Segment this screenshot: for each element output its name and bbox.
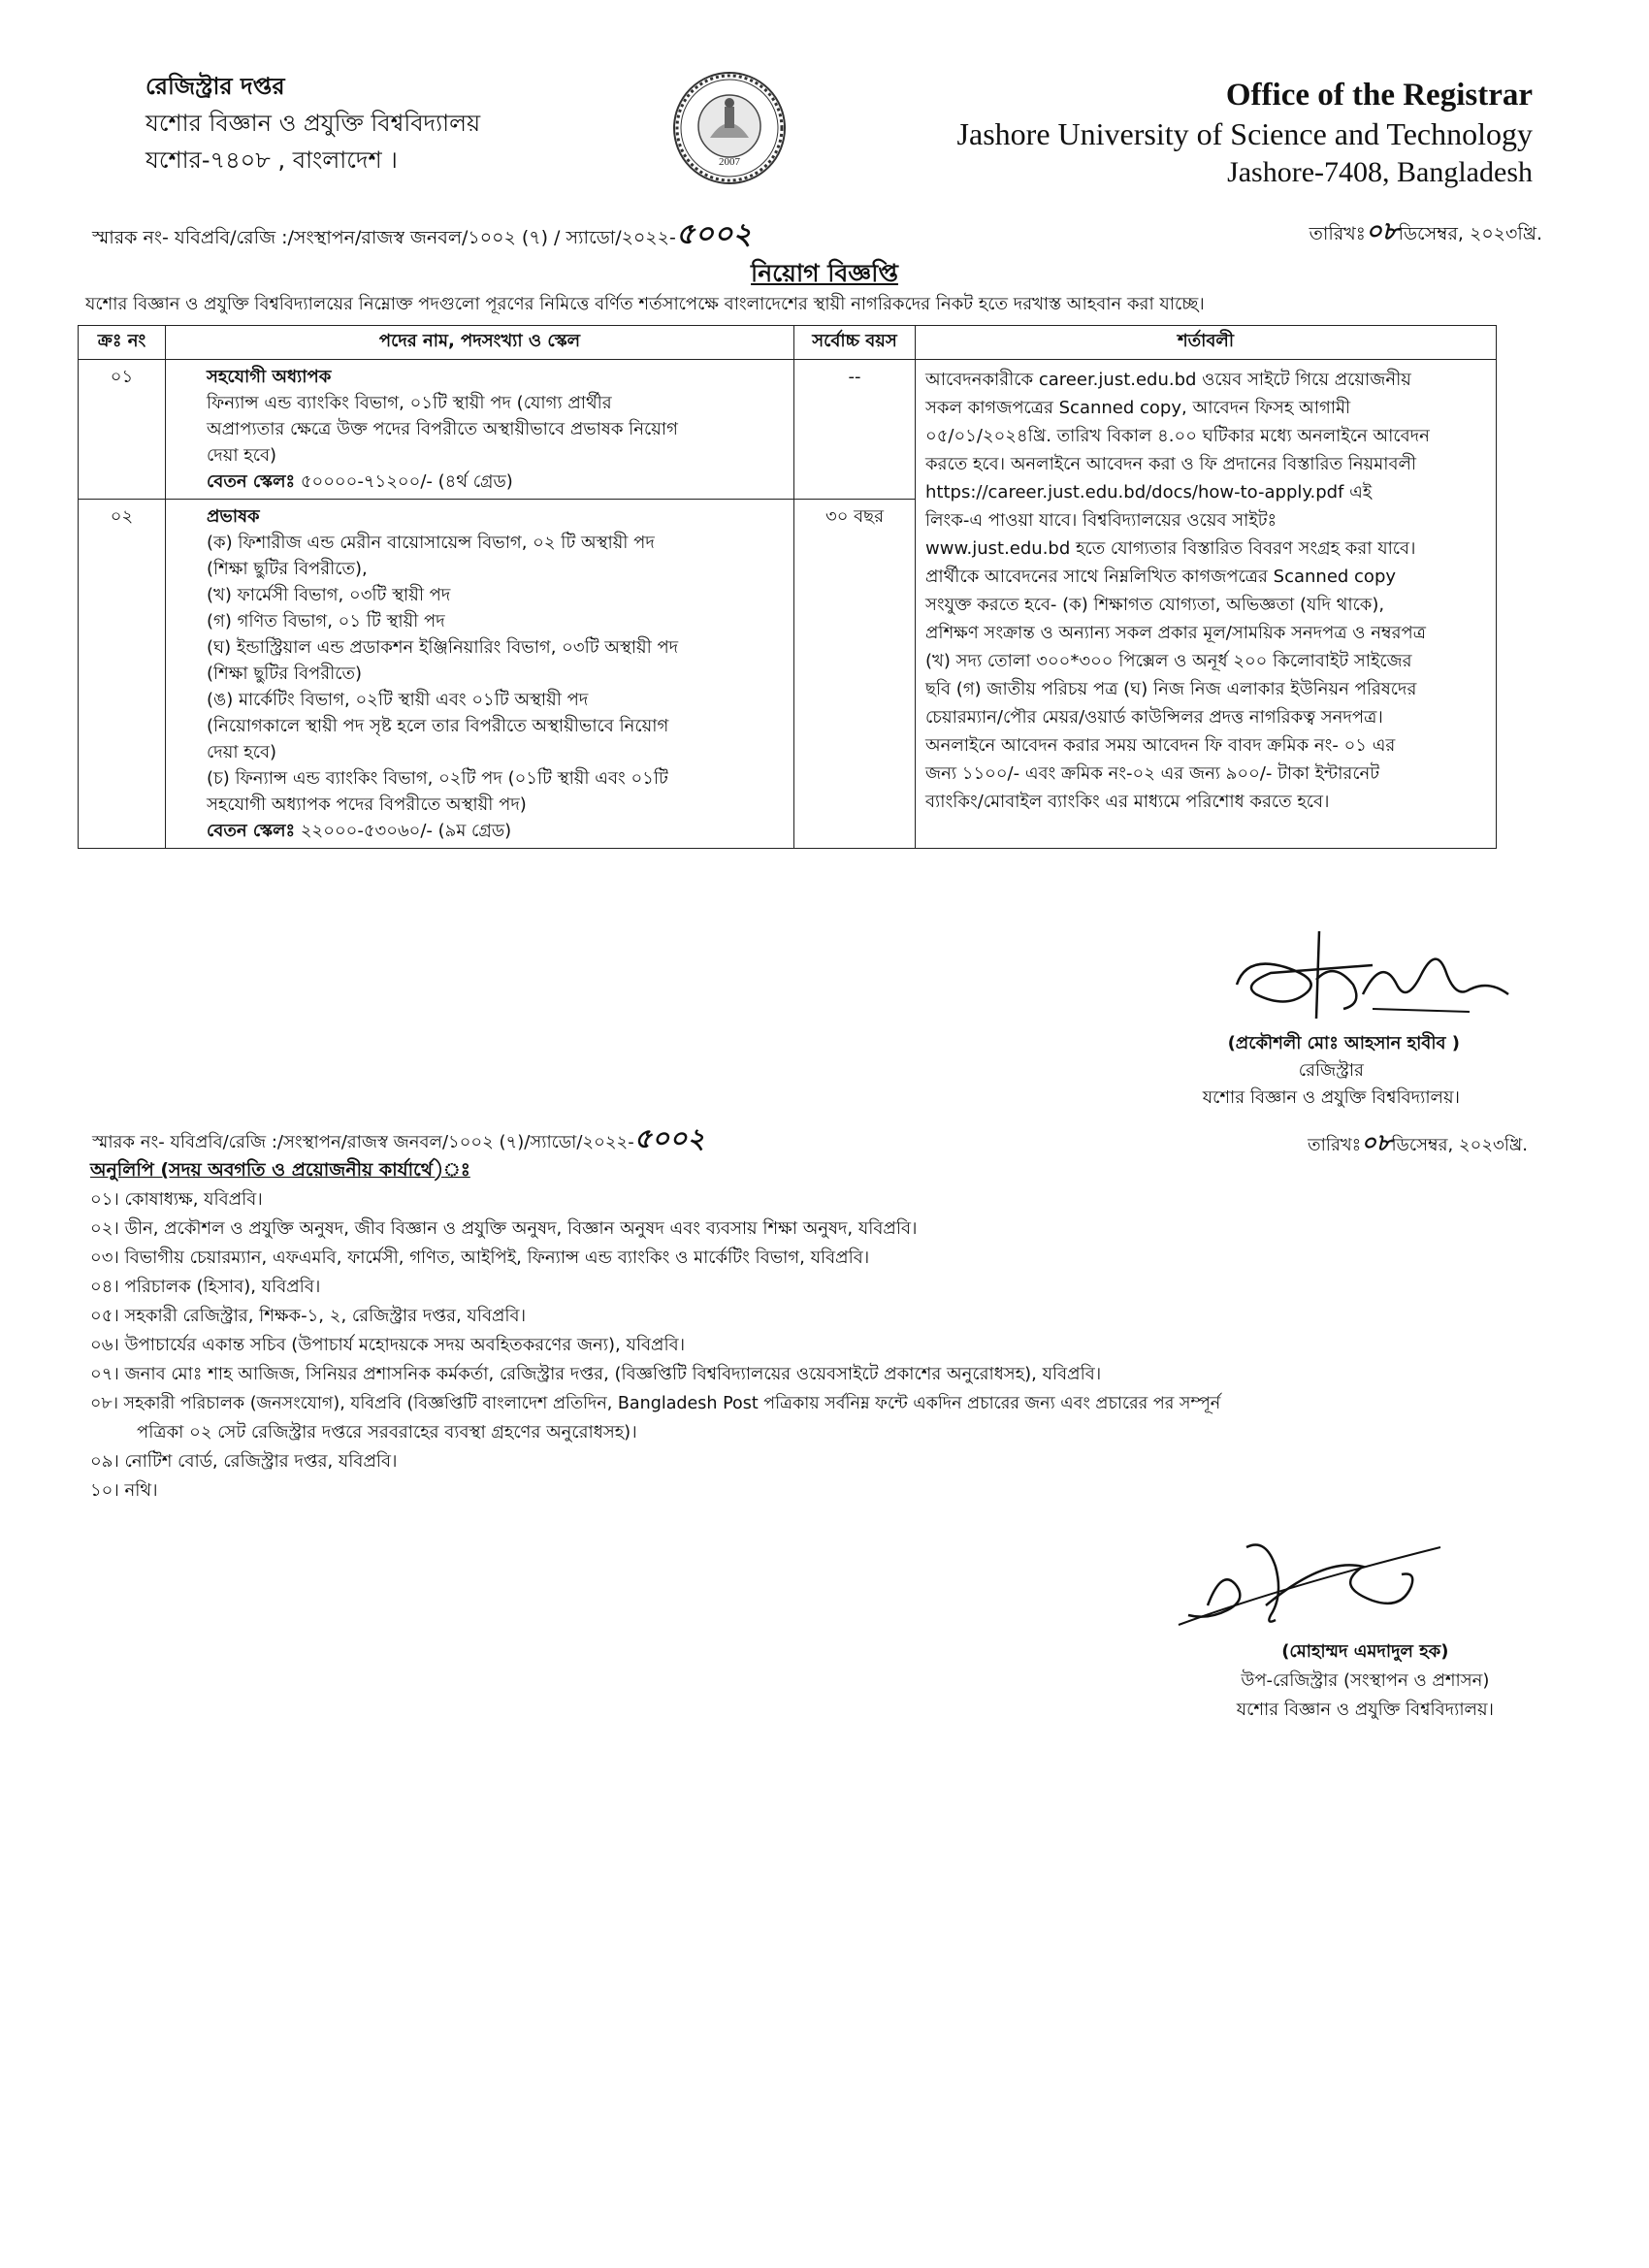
condition-line: (খ) সদ্য তোলা ৩০০*৩০০ পিক্সেল ও অনূর্ধ ২০০ কিলোবাইট সাইজের — [925, 651, 1412, 671]
condition-line: অনলাইনে আবেদন করার সময় আবেদন ফি বাবদ ক্রমিক নং- ০১ এর — [925, 735, 1396, 756]
row2-line: (ঙ) মার্কেটিং বিভাগ, ০২টি স্থায়ী এবং ০১টি অস্থায়ী পদ — [207, 690, 589, 710]
row2-line: (চ) ফিন্যান্স এন্ড ব্যাংকিং বিভাগ, ০২টি পদ (০১টি স্থায়ী এবং ০১টি — [207, 768, 668, 789]
memo-number: স্মারক নং- যবিপ্রবি/রেজি :/সংস্থাপন/রাজস্ব জনবল/১০০২ (৭) / স্যাডো/২০২২-৫০০২ — [92, 217, 752, 251]
table-row — [79, 360, 1497, 500]
list-item: ০৬। উপাচার্যের একান্ত সচিব (উপাচার্য মহোদয়কে সদয় অবহিতকরণের জন্য), যবিপ্রবি। — [90, 1335, 686, 1355]
signature2-name: (মোহাম্মদ এমদাদুল হক) — [1281, 1641, 1449, 1662]
row1-line: দেয়া হবে) — [207, 445, 277, 466]
signature1-org: যশোর বিজ্ঞান ও প্রযুক্তি বিশ্ববিদ্যালয়। — [1202, 1087, 1460, 1108]
col-header-serial: ক্রঃ নং — [79, 326, 166, 360]
logo-year: 2007 — [719, 156, 740, 168]
condition-line: সকল কাগজপত্রের Scanned copy, আবেদন ফিসহ আগামী — [925, 398, 1351, 418]
memo-date: তারিখঃ০৮ডিসেম্বর, ২০২৩খ্রি. — [1309, 217, 1542, 246]
condition-line: প্রশিক্ষণ সংক্রান্ত ও অন্যান্য সকল প্রকার মূল/সাময়িক সনদপত্র ও নম্বরপত্র — [925, 623, 1426, 643]
memo-date-handwritten: ০৮ — [1365, 217, 1399, 246]
condition-line: আবেদনকারীকে career.just.edu.bd ওয়েব সাইটে গিয়ে প্রয়োজনীয় — [925, 370, 1411, 390]
row2-line: (খ) ফার্মেসী বিভাগ, ০৩টি স্থায়ী পদ — [207, 585, 451, 605]
cc-list — [90, 1185, 1220, 1506]
table-header-row — [79, 326, 1497, 360]
notice-title: নিয়োগ বিজ্ঞপ্তি — [751, 259, 898, 287]
row1-line: অপ্রাপ্যতার ক্ষেত্রে উক্ত পদের বিপরীতে অস্থায়ীভাবে প্রভাষক নিয়োগ — [207, 419, 678, 439]
list-item: ০৮। সহকারী পরিচালক (জনসংযোগ), যবিপ্রবি (বিজ্ঞপ্তিটি বাংলাদেশ প্রতিদিন, Bangladesh Post পত্রিকায় সর্বনিম্ন ফন্টে একদিন প্রচারের জন্য এবং প্রচারের পর সম্পূর্ন — [90, 1394, 1221, 1413]
condition-line: ০৫/০১/২০২৪খ্রি. তারিখ বিকাল ৪.০০ ঘটিকার মধ্যে অনলাইনে আবেদন — [925, 426, 1430, 446]
conditions-cell — [916, 360, 1497, 849]
row2-line: (শিক্ষা ছুটির বিপরীতে) — [207, 664, 363, 684]
row2-serial: ০২ — [79, 500, 166, 849]
list-item: ০৯। নোটিশ বোর্ড, রেজিস্ট্রার দপ্তর, যবিপ্রবি। — [90, 1451, 398, 1472]
row1-post — [166, 360, 794, 500]
address-en: Jashore-7408, Bangladesh — [1227, 156, 1533, 188]
condition-line: www.just.edu.bd হতে যোগ্যতার বিস্তারিত বিবরণ সংগ্রহ করা যাবে। — [925, 538, 1416, 559]
row2-line: সহযোগী অধ্যাপক পদের বিপরীতে অস্থায়ী পদ) — [207, 794, 527, 815]
condition-line: প্রার্থীকে আবেদনের সাথে নিম্নলিখিত কাগজপত্রের Scanned copy — [925, 567, 1397, 587]
condition-line: ছবি (গ) জাতীয় পরিচয় পত্র (ঘ) নিজ নিজ এলাকার ইউনিয়ন পরিষদের — [925, 679, 1417, 699]
condition-line: জন্য ১১০০/- এবং ক্রমিক নং-০২ এর জন্য ৯০০/- টাকা ইন্টারনেট — [925, 763, 1380, 784]
col-header-age: সর্বোচ্চ বয়স — [794, 326, 916, 360]
row2-line: (ক) ফিশারীজ এন্ড মেরীন বায়োসায়েন্স বিভাগ, ০২ টি অস্থায়ী পদ — [207, 533, 655, 553]
condition-line: সংযুক্ত করতে হবে- (ক) শিক্ষাগত যোগ্যতা, অভিজ্ঞতা (যদি থাকে), — [925, 595, 1385, 615]
deputy-registrar-signature-icon — [1169, 1528, 1460, 1644]
header-right — [957, 76, 1533, 192]
memo2-number: স্মারক নং- যবিপ্রবি/রেজি :/সংস্থাপন/রাজস্ব জনবল/১০০২ (৭)/স্যাডো/২০২২-৫০০২ — [92, 1122, 705, 1154]
registrar-signature-icon — [1227, 926, 1518, 1033]
office-name-bn: রেজিস্ট্রার দপ্তর — [146, 73, 285, 100]
row2-line: (ঘ) ইন্ডাস্ট্রিয়াল এন্ড প্রডাকশন ইঞ্জিনিয়ারিং বিভাগ, ০৩টি অস্থায়ী পদ — [207, 637, 679, 658]
col-header-conditions: শর্তাবলী — [916, 326, 1497, 360]
university-logo — [671, 70, 788, 186]
vacancy-table — [78, 325, 1497, 849]
condition-line: https://career.just.edu.bd/docs/how-to-apply.pdf এই — [925, 482, 1373, 502]
memo2-date: তারিখঃ০৮ডিসেম্বর, ২০২৩খ্রি. — [1308, 1129, 1528, 1156]
header-left — [146, 68, 480, 178]
signature1-designation: রেজিস্ট্রার — [1298, 1060, 1364, 1081]
condition-line: করতে হবে। অনলাইনে আবেদন করা ও ফি প্রদানের বিস্তারিত নিয়মাবলী — [925, 454, 1417, 474]
cc-heading: অনুলিপি (সদয় অবগতি ও প্রয়োজনীয় কার্যার্থে)ঃ — [90, 1159, 470, 1181]
signature2-block — [1237, 1637, 1494, 1725]
row2-scale: বেতন স্কেলঃ ২২০০০-৫৩০৬০/- (৯ম গ্রেড) — [207, 821, 512, 841]
list-item: ১০। নথি। — [90, 1480, 158, 1501]
row2-post-title: প্রভাষক — [207, 506, 260, 527]
list-item: ০৭। জনাব মোঃ শাহ আজিজ, সিনিয়র প্রশাসনিক কর্মকর্তা, রেজিস্ট্রার দপ্তর, (বিজ্ঞপ্তিটি বিশ্ববিদ্যালয়ের ওয়েবসাইটে প্রকাশের অনুরোধসহ), যবিপ্রবি। — [90, 1364, 1102, 1384]
memo2-date-handwritten: ০৮ — [1361, 1129, 1392, 1156]
list-item: ০৪। পরিচালক (হিসাব), যবিপ্রবি। — [90, 1277, 321, 1297]
row1-post-title: সহযোগী অধ্যাপক — [207, 367, 332, 387]
col-header-post: পদের নাম, পদসংখ্যা ও স্কেল — [166, 326, 794, 360]
address-bn: যশোর-৭৪০৮ , বাংলাদেশ । — [146, 146, 398, 174]
row2-line: (নিয়োগকালে স্থায়ী পদ সৃষ্ট হলে তার বিপরীতে অস্থায়ীভাবে নিয়োগ — [207, 716, 669, 736]
condition-line: লিংক-এ পাওয়া যাবে। বিশ্ববিদ্যালয়ের ওয়েব সাইটঃ — [925, 510, 1277, 531]
row1-serial: ০১ — [79, 360, 166, 500]
signature1-name: (প্রকৌশলী মোঃ আহসান হাবীব ) — [1227, 1033, 1460, 1053]
signature2-designation: উপ-রেজিস্ট্রার (সংস্থাপন ও প্রশাসন) — [1241, 1670, 1490, 1691]
signature2-org: যশোর বিজ্ঞান ও প্রযুক্তি বিশ্ববিদ্যালয়। — [1236, 1700, 1494, 1720]
list-item: ০১। কোষাধ্যক্ষ, যবিপ্রবি। — [90, 1189, 263, 1210]
university-name-en: Jashore University of Science and Technology — [956, 116, 1533, 151]
row1-line: ফিন্যান্স এন্ড ব্যাংকিং বিভাগ, ০১টি স্থায়ী পদ (যোগ্য প্রার্থীর — [207, 393, 612, 413]
university-name-bn: যশোর বিজ্ঞান ও প্রযুক্তি বিশ্ববিদ্যালয় — [146, 110, 481, 137]
list-item: ০৫। সহকারী রেজিস্ট্রার, শিক্ষক-১, ২, রেজিস্ট্রার দপ্তর, যবিপ্রবি। — [90, 1306, 527, 1326]
signature1-block — [1203, 1030, 1460, 1112]
list-item: পত্রিকা ০২ সেট রেজিস্ট্রার দপ্তরে সরবরাহের ব্যবস্থা গ্রহণের অনুরোধসহ)। — [137, 1422, 637, 1442]
list-item: ০২। ডীন, প্রকৌশল ও প্রযুক্তি অনুষদ, জীব বিজ্ঞান ও প্রযুক্তি অনুষদ, বিজ্ঞান অনুষদ এবং ব্যবসায় শিক্ষা অনুষদ, যবিপ্রবি। — [90, 1218, 918, 1239]
condition-line: চেয়ারম্যান/পৌর মেয়র/ওয়ার্ড কাউন্সিলর প্রদত্ত নাগরিকত্ব সনদপত্র। — [925, 707, 1383, 728]
list-item: ০৩। বিভাগীয় চেয়ারম্যান, এফএমবি, ফার্মেসী, গণিত, আইপিই, ফিন্যান্স এন্ড ব্যাংকিং ও মার্কেটিং বিভাগ, যবিপ্রবি। — [90, 1247, 870, 1268]
row2-age: ৩০ বছর — [794, 500, 916, 849]
row1-age: -- — [794, 360, 916, 500]
office-title-en: Office of the Registrar — [1225, 78, 1533, 113]
memo-number-handwritten: ৫০০২ — [675, 217, 752, 251]
notice-intro: যশোর বিজ্ঞান ও প্রযুক্তি বিশ্ববিদ্যালয়ের নিম্নোক্ত পদগুলো পূরণের নিমিত্তে বর্ণিত শর্তসাপেক্ষে বাংলাদেশের স্থায়ী নাগরিকদের নিকট হতে দরখাস্ত আহবান করা যাচ্ছে। — [85, 294, 1205, 314]
condition-line: ব্যাংকিং/মোবাইল ব্যাংকিং এর মাধ্যমে পরিশোধ করতে হবে। — [925, 792, 1330, 812]
row2-post — [166, 500, 794, 849]
row2-line: দেয়া হবে) — [207, 742, 277, 762]
memo2-number-handwritten: ৫০০২ — [633, 1122, 705, 1154]
row1-scale: বেতন স্কেলঃ ৫০০০০-৭১২০০/- (৪র্থ গ্রেড) — [207, 471, 513, 492]
row2-line: (গ) গণিত বিভাগ, ০১ টি স্থায়ী পদ — [207, 611, 445, 632]
row2-line: (শিক্ষা ছুটির বিপরীতে), — [207, 559, 368, 579]
